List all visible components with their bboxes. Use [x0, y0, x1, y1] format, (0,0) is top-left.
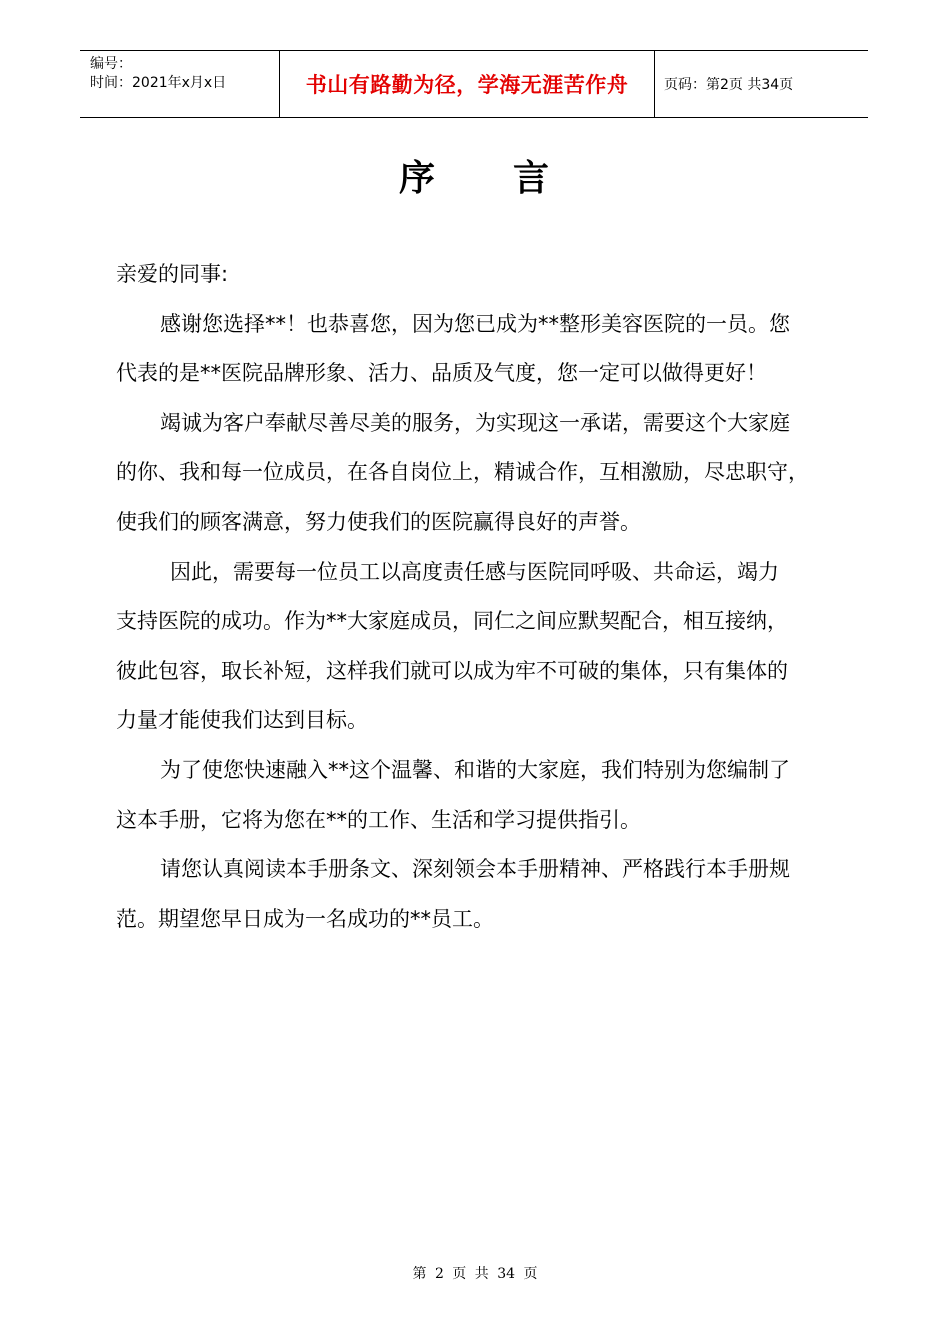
text-line: 支持医院的成功。作为**大家庭成员，同仁之间应默契配合，相互接纳， — [116, 609, 788, 634]
salutation — [116, 250, 846, 300]
text-line: 代表的是**医院品牌形象、活力、品质及气度，您一定可以做得更好！ — [116, 361, 767, 386]
page-footer: 第 2 页 共 34 页 — [412, 1266, 538, 1282]
page-header — [80, 50, 868, 118]
paragraph-welcome — [116, 300, 846, 399]
text-line: 这本手册，它将为您在**的工作、生活和学习提供指引。 — [116, 807, 641, 832]
header-divider — [654, 51, 655, 117]
paragraph-service — [116, 399, 846, 548]
page-title: 序 言 — [398, 158, 551, 199]
document-number-label: 编号： — [90, 56, 132, 72]
document-body — [116, 250, 846, 944]
document-date-label: 时间：2021年x月x日 — [90, 75, 227, 91]
text-line: 使我们的顾客满意，努力使我们的医院赢得良好的声誉。 — [116, 509, 641, 534]
header-meta — [90, 55, 226, 93]
header-motto: 书山有路勤为径，学海无涯苦作舟 — [305, 73, 629, 97]
header-page-info: 页码：第2页 共34页 — [664, 77, 794, 93]
text-line: 彼此包容，取长补短，这样我们就可以成为牢不可破的集体，只有集体的 — [116, 658, 788, 683]
paragraph-handbook — [116, 746, 846, 845]
text-line: 竭诚为客户奉献尽善尽美的服务，为实现这一承诺，需要这个大家庭 — [160, 410, 790, 435]
text-line: 范。期望您早日成为一名成功的**员工。 — [116, 906, 494, 931]
paragraph-teamwork — [116, 548, 846, 746]
text-line: 力量才能使我们达到目标。 — [116, 708, 368, 733]
text-line: 因此，需要每一位员工以高度责任感与医院同呼吸、共命运，竭力 — [170, 559, 779, 584]
text-line: 亲爱的同事: — [116, 262, 229, 286]
text-line: 感谢您选择**！也恭喜您，因为您已成为**整形美容医院的一员。您 — [160, 311, 790, 336]
text-line: 的你、我和每一位成员，在各自岗位上，精诚合作，互相激励，尽忠职守， — [116, 460, 809, 485]
text-line: 请您认真阅读本手册条文、深刻领会本手册精神、严格践行本手册规 — [160, 857, 790, 882]
paragraph-closing — [116, 845, 846, 944]
text-line: 为了使您快速融入**这个温馨、和谐的大家庭，我们特别为您编制了 — [160, 757, 790, 782]
